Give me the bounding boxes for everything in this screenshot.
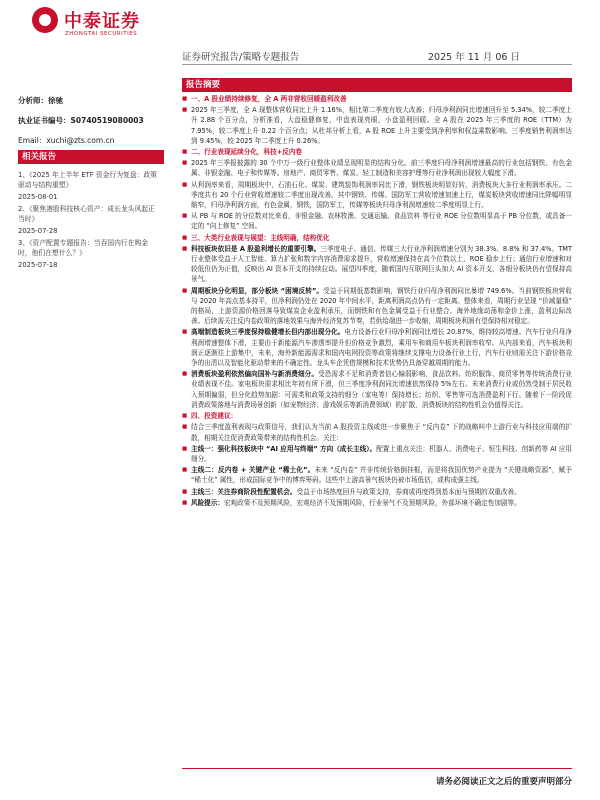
paragraph-text: 结合三季度盈利表现与政策信号，我们认为当前 A 股投资主线或进一步聚焦于 “反内卷” 下的战略叫中上游行业与科技应用端的扩散，相期关注促消费政策带来的结构性机会。关注： (191, 423, 572, 442)
related-report-date: 2025-07-18 (18, 261, 58, 269)
bullet-icon: ■ (182, 160, 188, 167)
section-3-heading: 三、大类行业表现与展望：主线明确，结构优化 (191, 233, 330, 242)
paragraph-lead: 消费板块盈利依然偏向国补与新消费细分。 (191, 370, 319, 379)
paragraph (182, 422, 572, 442)
bullet-icon: ■ (182, 424, 188, 431)
cert-row (18, 115, 164, 126)
paragraph (182, 444, 572, 464)
email-link[interactable]: xuchi@zts.com.cn (46, 136, 115, 145)
bullet-icon: ■ (182, 149, 188, 156)
paragraph (182, 465, 572, 485)
paragraph (182, 158, 572, 178)
report-body (182, 94, 572, 509)
analyst-row (18, 95, 164, 106)
paragraph-lead: 主线三：关注券商阶段性配置机会。 (191, 487, 297, 496)
paragraph (182, 498, 572, 508)
paragraph-lead: 科技板块依旧是 A 股盈利增长的重要引擎。 (191, 244, 321, 253)
related-reports-header: 相关报告 (18, 150, 164, 164)
bullet-icon: ■ (182, 245, 188, 252)
bullet-icon: ■ (182, 413, 188, 420)
bullet-icon: ■ (182, 371, 188, 378)
bullet-icon: ■ (182, 107, 188, 114)
paragraph (182, 105, 572, 146)
section-heading (182, 94, 572, 104)
paragraph-text: 2025 年三季度，全 A 现整体营收同比上升 1.16%，相比第二季度有较大改善；归母净利润同比增速回升至 5.34%，较二季度上升 2.88 个百分点，分析准看，大盘稳健修复，中盘表现亮眼，小盘盈利回暖。全 A 股在 2025 年三季度的 ROE（TTM）为 7.95%，较二季度上升 0.22 个百分点；从杜邦分析上看，A 股 ROE 上升主要受到净利率和权益乘数影响。三季度销售利润率达到 9.45%，较 2025 年二季度上升 0.26%。 (191, 106, 572, 145)
paragraph-lead: 风险提示： (191, 498, 224, 507)
cert-label: 执业证书编号： (18, 116, 71, 125)
paragraph-text: 从利润率来看，周期板块中，石油石化、煤炭、建筑装饰利润率同比下滑，钢铁板块明显好转，消费板块大多行业利润率承压。二季度共有 20 个行业营收增速较二季度出现改善。其中钢铁、传媒、国防军工营收增速加速上行，煤炭板块营收增速同比降幅明显缩窄，归母净利润方面，有色金属，钢铁，国防军工，传媒等板块归母净利润增速较二季度明显上行。 (191, 180, 572, 210)
related-report-date: 2025-07-28 (18, 227, 58, 235)
logo-text-cn: 中泰证券 (64, 11, 140, 32)
bullet-icon: ■ (182, 287, 188, 294)
paragraph-text: 三季度电子、通信、传媒三大行业净利润增速分别为 38.3%、8.8% 和 37.4%。TMT 行业整体受益于人工智能、算力扩张和数字内容消费需求提升，营收增速保持在高个位数以上，ROE 稳步上行；通信行业增速和对较低但仍为正值，反映出 AI 资本开支的持续拉动。展望四季度，随着国内互联网巨头加大 AI 资本开支，各细分板块仍有望保持高景气。 (191, 244, 572, 284)
bullet-icon: ■ (182, 96, 188, 102)
paragraph-lead: 主线二：反内卷 + 关键产业 “稀土化”。 (191, 466, 315, 475)
paragraph (182, 327, 572, 368)
report-type: 证券研究报告/策略专题报告 (182, 52, 300, 63)
bullet-icon: ■ (182, 329, 188, 336)
cert-number: S0740519080003 (70, 116, 144, 125)
related-report-date: 2025-08-01 (18, 193, 58, 201)
paragraph-text: 从 PB 与 ROE 的分位数对比来看，非银金融、农林牧渔、交通运输、食品饮料 等行业 ROE 分位数明显高于 PB 分位数，或具备一定的 “向上修复” 空间。 (191, 212, 572, 231)
paragraph-text: 电力设备行业归母净利润同比增长 20.87%，维持较高增速。汽车行业归母净利润增速整体下滑，主要由于新能源汽车渗透率提升但价格竞争激烈，乘用车和商用车板块利润率收窄。从内部来看，汽车板块利润正逐渐往上游集中，未来，海外新能源需求和国内电网投资等政策将继续支撑电力设备行业上行，汽车行业则需关注下游价格竞争的出清以及智能化驱动带来的不确定性。龙头车企凭借规模和技术优势仍具备穿越周期的能力。 (191, 328, 572, 368)
footer-disclaimer: 请务必阅读正文之后的重要声明部分 (435, 777, 572, 787)
analyst-label: 分析师： (18, 96, 48, 105)
analyst-info (18, 95, 164, 155)
paragraph-text: 受恐需求不足和消费者信心偏弱影响，食品饮料、纺织服饰、商贸零售等传统消费行业业绩表现不佳。家电板块需求相比年初有所下滑，但三季度净利润同比增速依然保持 5%左右。未来消费行业或仍然受制于居民收入预期偏弱，但分化趋势加剧：可需类和政策支持的细分（家电等）保持增长；纺织、零售等可选消费盈利下行。随着下一阶段促消费政策落地与消费场景创新（如宠物经济、游戏娱乐等新消费领域）的扩散，消费板块的结构性机会仍值得关注。 (191, 370, 572, 409)
section-1-heading: 一、A 股业绩持续修复，全 A 两非营收回暖盈利改善 (191, 95, 347, 103)
paragraph-text: 受益于市场热度回升与政策支持，券商或再度得到基本面与预期的双重改善。 (296, 487, 521, 496)
bullet-icon: ■ (182, 213, 188, 220)
paragraph (182, 180, 572, 211)
bullet-icon: ■ (182, 234, 188, 241)
paragraph-text: 未来 “反内卷” 并非传统价格倒挂框，而是将我国优势产业提为 “关键战略资源”，赋予 “稀土化” 属性，形成国际竞争中的博弈筹码。这些中上游高景气板块仍被市场低估，或构成强主线。 (191, 466, 573, 485)
paragraph (182, 369, 572, 410)
summary-header: 报告摘要 (182, 78, 572, 92)
section-heading (182, 411, 572, 421)
bullet-icon: ■ (182, 499, 188, 506)
report-date: 2025 年 11 月 06 日 (428, 52, 520, 63)
paragraph (182, 286, 572, 327)
email-label: Email： (18, 136, 47, 145)
paragraph (182, 244, 572, 285)
paragraph-text: 宏观政策不及预期风险，宏观经济不及预期风险，行业景气不及预期风险，外部环境不确定性加剧等。 (223, 498, 521, 507)
paragraph (182, 211, 572, 231)
section-4-heading: 四、投资建议： (191, 412, 238, 421)
bullet-icon: ■ (182, 467, 188, 474)
paragraph-lead: 高端制造板块三季度保持稳健增长但内部出现分化。 (191, 328, 345, 337)
bullet-icon: ■ (182, 445, 188, 452)
related-reports-list (18, 170, 158, 272)
section-2-heading: 二、行业表现延续分化，科技+反内卷 (191, 148, 303, 157)
related-report-title[interactable]: 2、《聚焦港股科技核心资产：成长龙头风起正当时》 (18, 205, 155, 223)
paragraph (182, 487, 572, 497)
paragraph-lead: 周期板块分化明显，部分板块 “困境反转”。 (191, 286, 324, 295)
logo (32, 6, 162, 46)
paragraph-text: 2025 年三季报披露的 30 个中万一级行业整体业绩呈现明显的结构分化。前三季度归母净利润增速最高的行业包括钢铁、有色金属、非银金融、电子和传媒等。房地产、商贸零售、煤炭、轻工制造和美容护理等行业净利润出现较大幅度下滑。 (191, 159, 572, 178)
brand-logo-icon (32, 7, 58, 33)
related-report-title[interactable]: 1、《2025 年上半年 ETF 资金行为复盘：政策驱动与结构重塑》 (18, 171, 158, 189)
footer-divider (182, 768, 572, 769)
paragraph-lead: 主线一：强化科技板块中 “AI 应用与终端” 方向（成长主线）。 (191, 444, 377, 453)
bullet-icon: ■ (182, 181, 188, 188)
analyst-name: 徐驰 (48, 96, 63, 105)
bullet-icon: ■ (182, 488, 188, 495)
paragraph-text: 受益于同期低基数影响，钢铁行业归母净利润同比暴增 749.6%。当前钢铁板块营收与 2020 年高点基本持平，但净利润仍处在 2020 年中间水平，距离利润高点仍有一定距离。整体来看，周期行业呈现 “价减量稳” 的格局，上游资源价格回落导致煤炭企业盈利承压，而钢铁和有色金属受益于行业整合、海外地缘动荡和金价上涨，盈利边际改善。后续需关注反内卷政策的落地效果与海外经济复苏节奏，若供给端进一步收缩，周期板块利润有望保持相对稳定。 (191, 286, 572, 326)
logo-text-en: ZHONGTAI SECURITIES (65, 31, 138, 37)
header-divider (182, 64, 572, 65)
email-row (18, 135, 164, 146)
section-heading (182, 147, 572, 157)
section-heading (182, 233, 572, 243)
paragraph-text: 配置上重点关注：机器人、消费电子、恒生科技、创新药等 AI 应用细分。 (191, 444, 572, 463)
related-report-title[interactable]: 3、《资产配置专题报告：当吞国内行在购金时，他们在想什么？》 (18, 239, 149, 257)
